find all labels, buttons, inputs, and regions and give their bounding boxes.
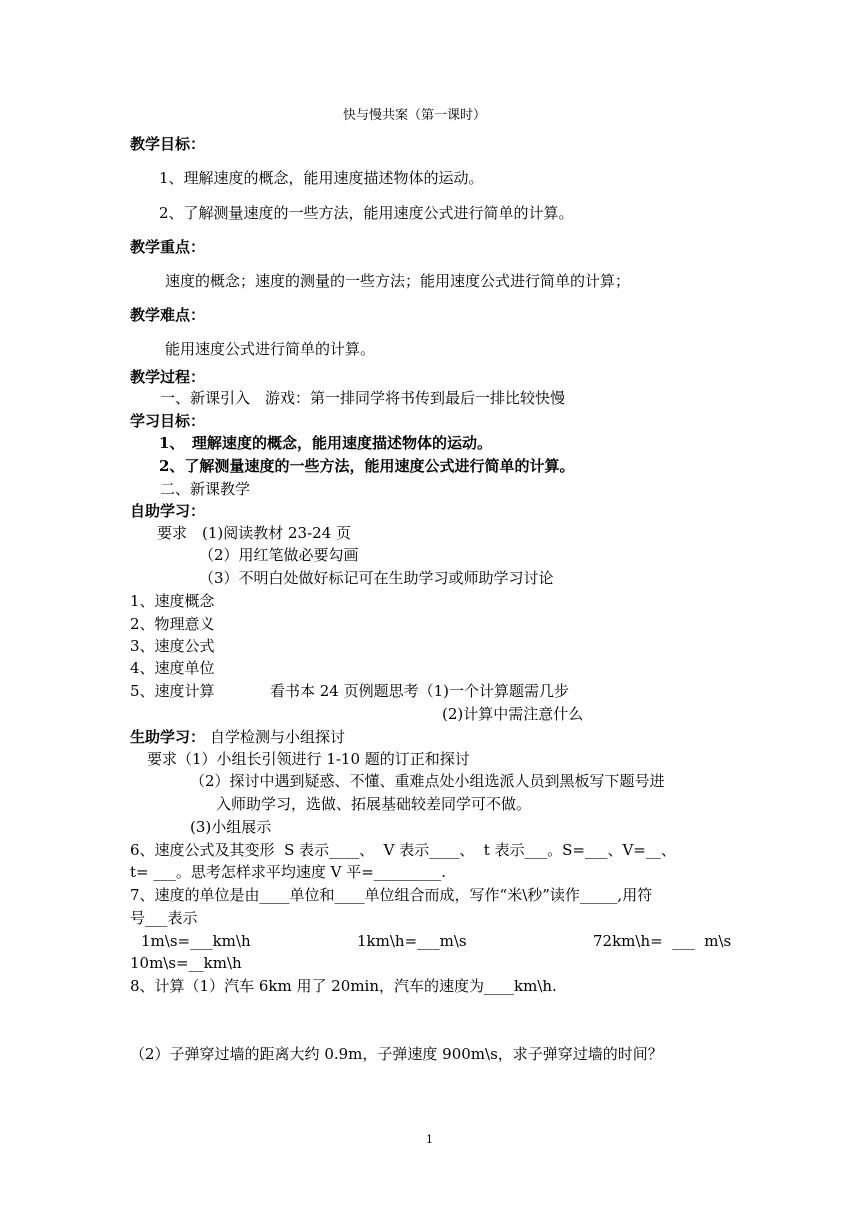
peer-requirement-2b: 入师助学习，选做、拓展基础较差同学可不做。	[216, 795, 532, 813]
peer-requirement-2: （2）探讨中遇到疑惑、不懂、重难点处小组选派人员到黑板写下题号进	[190, 772, 665, 790]
question-7-line-2: 号___表示	[130, 909, 198, 927]
difficulty-heading: 教学难点：	[130, 306, 206, 324]
question-8: 8、计算（1）汽车 6km 用了 20min，汽车的速度为____km\h.	[130, 977, 557, 995]
goal-1: 1、理解速度的概念，能用速度描述物体的运动。	[159, 169, 484, 187]
goals-heading: 教学目标：	[130, 135, 206, 153]
new-lesson-heading: 二、新课教学	[160, 480, 251, 498]
learning-goal-1: 1、 理解速度的概念，能用速度描述物体的运动。	[159, 434, 492, 452]
process-heading: 教学过程：	[130, 368, 206, 386]
requirement-2: （2）用红笔做必要勾画	[199, 546, 359, 564]
question-7-line-1: 7、速度的单位是由____单位和____单位组合而成，写作“米\秒”读作_____,用符	[130, 886, 653, 904]
key-heading: 教学重点：	[130, 238, 206, 256]
page-number: 1	[426, 1133, 433, 1146]
intro-line: 一、新课引入 游戏：第一排同学将书传到最后一排比较快慢	[160, 389, 566, 407]
list-item: 2、物理意义	[130, 615, 215, 633]
self-study-heading: 自助学习：	[130, 502, 206, 520]
peer-requirement-3: (3)小组展示	[190, 818, 272, 836]
page-title: 快与慢共案（第一课时）	[343, 108, 487, 123]
peer-study-heading: 生助学习：	[130, 728, 206, 746]
question-6-line-2: t= ___。思考怎样求平均速度 V 平=_________.	[130, 863, 447, 881]
list-item: 5、速度计算	[130, 682, 215, 700]
list-item: 1、速度概念	[130, 592, 215, 610]
goal-2: 2、了解测量速度的一些方法，能用速度公式进行简单的计算。	[159, 204, 574, 222]
item-5-note: 看书本 24 页例题思考（1)一个计算题需几步	[270, 682, 570, 700]
requirement-3: （3）不明白处做好标记可在生助学习或师助学习讨论	[199, 569, 554, 587]
conversion-2: 1km\h=___m\s	[357, 932, 467, 950]
question-6-line-1: 6、速度公式及其变形 S 表示____、 V 表示____、 t 表示___。S=___、V=__、	[130, 841, 676, 859]
peer-requirement-1: 要求（1）小组长引领进行 1-10 题的订正和探讨	[147, 750, 470, 768]
learning-goals-heading: 学习目标：	[130, 412, 206, 430]
question-8-part-2: （2）子弹穿过墙的距离大约 0.9m，子弹速度 900m\s，求子弹穿过墙的时间？	[130, 1045, 663, 1063]
item-5-note-2: (2)计算中需注意什么	[442, 705, 584, 723]
conversion-4: 10m\s=__km\h	[130, 954, 242, 972]
conversion-3: 72km\h= ___ m\s	[593, 932, 732, 950]
difficulty-text: 能用速度公式进行简单的计算。	[165, 340, 376, 358]
requirement-1: 要求 (1)阅读教材 23-24 页	[157, 524, 352, 542]
learning-goal-2: 2、了解测量速度的一些方法，能用速度公式进行简单的计算。	[159, 457, 575, 475]
peer-study-text: 自学检测与小组探讨	[210, 728, 346, 746]
list-item: 3、速度公式	[130, 637, 215, 655]
conversion-1: 1m\s=___km\h	[141, 932, 251, 950]
list-item: 4、速度单位	[130, 659, 215, 677]
key-text: 速度的概念；速度的测量的一些方法；能用速度公式进行简单的计算；	[165, 272, 631, 290]
